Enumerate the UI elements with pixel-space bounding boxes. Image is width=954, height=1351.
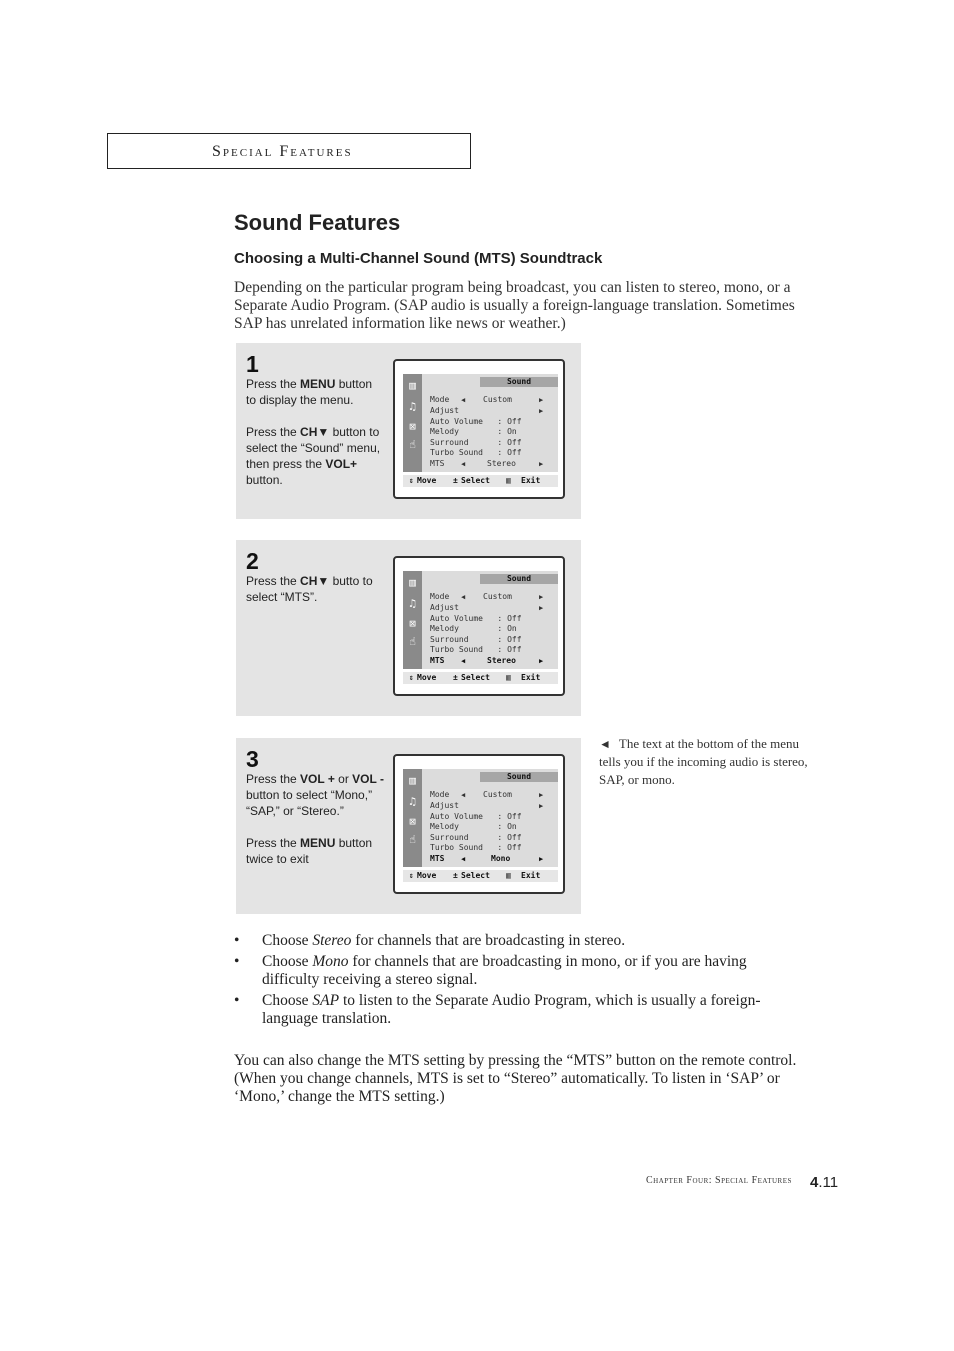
move-icon: ⇕ xyxy=(409,476,414,485)
sound-menu xyxy=(403,374,558,472)
page-number: 4.11 xyxy=(810,1174,839,1191)
sound-icon: ♫ xyxy=(409,795,416,808)
surround-row: Surround : Off xyxy=(430,833,522,842)
list-item: • Choose Stereo for channels that are broadcasting in stereo. xyxy=(234,932,626,949)
melody-row: Melody : On xyxy=(430,427,517,436)
menu-key-icon: ▥ xyxy=(506,871,511,880)
intro-paragraph: Depending on the particular program being broadcast, you can listen to stereo, mono, or a Separate Audio Program. (SAP audio is usually a foreign-language translation. Sometimes SAP has unrelated information like news or weather.) xyxy=(234,279,795,332)
left-arrow-icon: ◀ xyxy=(461,791,466,799)
picture-icon: ▥ xyxy=(409,379,416,392)
mts-value: Mono xyxy=(491,854,511,863)
mode-value: Custom xyxy=(483,790,512,799)
left-arrow-icon: ◀ xyxy=(461,657,466,665)
right-arrow-icon: ▶ xyxy=(539,802,544,810)
setup-icon: ☝ xyxy=(409,833,416,846)
bullet-icon: • xyxy=(234,992,240,1009)
tv-screen xyxy=(393,359,565,499)
right-arrow-icon: ▶ xyxy=(539,593,544,601)
footer-exit: Exit xyxy=(521,476,541,485)
auto-volume-row: Auto Volume : Off xyxy=(430,812,522,821)
footer-move: Move xyxy=(417,871,437,880)
sound-icon: ♫ xyxy=(409,597,416,610)
footer-move: Move xyxy=(417,476,437,485)
left-arrow-icon: ◀ xyxy=(461,593,466,601)
footer-select: Select xyxy=(461,673,490,682)
step-instructions: Press the CH▼ butto to select “MTS”. xyxy=(246,574,373,604)
footer-select: Select xyxy=(461,871,490,880)
ch-down-key: CH▼ xyxy=(300,425,330,439)
sound-icon: ♫ xyxy=(409,400,416,413)
menu-sidebar xyxy=(403,374,422,472)
menu-key-icon: ▥ xyxy=(506,673,511,682)
move-icon: ⇕ xyxy=(409,673,414,682)
options-list xyxy=(234,932,794,1031)
melody-row: Melody : On xyxy=(430,624,517,633)
menu-header: Sound xyxy=(480,772,558,782)
page-subtitle: Choosing a Multi-Channel Sound (MTS) Soundtrack xyxy=(234,250,603,267)
right-arrow-icon: ▶ xyxy=(539,407,544,415)
picture-icon: ▥ xyxy=(409,576,416,589)
side-note xyxy=(599,735,809,789)
tv-screen xyxy=(393,556,565,696)
menu-footer xyxy=(403,870,558,882)
mode-label: Mode xyxy=(430,395,450,404)
auto-volume-row: Auto Volume : Off xyxy=(430,417,522,426)
left-arrow-icon: ◀ xyxy=(461,396,466,404)
left-arrow-icon: ◀ xyxy=(461,855,466,863)
menu-key: MENU xyxy=(300,377,336,391)
tv-screen xyxy=(393,754,565,894)
bullet-icon: • xyxy=(234,953,240,970)
sound-menu xyxy=(403,769,558,867)
channel-icon: ⊠ xyxy=(409,617,416,630)
channel-icon: ⊠ xyxy=(409,420,416,433)
mts-label: MTS xyxy=(430,459,445,468)
setup-icon: ☝ xyxy=(409,438,416,451)
mts-label: MTS xyxy=(430,854,445,863)
turbo-sound-row: Turbo Sound : Off xyxy=(430,645,522,654)
left-arrow-icon: ◀ xyxy=(461,460,466,468)
right-arrow-icon: ▶ xyxy=(539,657,544,665)
footer-move: Move xyxy=(417,673,437,682)
section-header: Special Features xyxy=(212,143,353,160)
mts-value: Stereo xyxy=(487,656,516,665)
vol-minus-key: VOL - xyxy=(352,772,384,786)
page-title: Sound Features xyxy=(234,210,401,235)
list-item: • Choose SAP to listen to the Separate Audio Program, which is usually a foreign-language translation. xyxy=(234,992,761,1027)
select-icon: ± xyxy=(453,476,458,485)
mts-label: MTS xyxy=(430,656,445,665)
bullet-icon: • xyxy=(234,932,240,949)
ch-down-key: CH▼ xyxy=(300,574,330,588)
step-2-panel xyxy=(236,540,581,716)
menu-header: Sound xyxy=(480,377,558,387)
side-note-text: The text at the bottom of the menu tells you if the incoming audio is stereo, SAP, or mono. xyxy=(599,736,808,787)
surround-row: Surround : Off xyxy=(430,438,522,447)
vol-plus-key: VOL+ xyxy=(325,457,358,471)
channel-icon: ⊠ xyxy=(409,815,416,828)
right-arrow-icon: ▶ xyxy=(539,855,544,863)
mode-label: Mode xyxy=(430,790,450,799)
step-number: 1 xyxy=(246,351,259,377)
surround-row: Surround : Off xyxy=(430,635,522,644)
menu-header: Sound xyxy=(480,574,558,584)
adjust-label: Adjust xyxy=(430,406,459,415)
melody-row: Melody : On xyxy=(430,822,517,831)
select-icon: ± xyxy=(453,673,458,682)
step-number: 2 xyxy=(246,548,259,574)
step-instructions: Press the MENU button to display the menu. Press the CH▼ button to select the “Sound” menu, then press the VOL+ button. xyxy=(246,377,381,487)
section-header-box xyxy=(107,133,471,169)
menu-sidebar xyxy=(403,571,422,669)
step-1-panel xyxy=(236,343,581,519)
mode-label: Mode xyxy=(430,592,450,601)
setup-icon: ☝ xyxy=(409,635,416,648)
adjust-label: Adjust xyxy=(430,603,459,612)
mode-value: Custom xyxy=(483,592,512,601)
step-3-panel xyxy=(236,738,581,914)
mode-value: Custom xyxy=(483,395,512,404)
move-icon: ⇕ xyxy=(409,871,414,880)
footer-exit: Exit xyxy=(521,871,541,880)
adjust-label: Adjust xyxy=(430,801,459,810)
closing-paragraph: You can also change the MTS setting by pressing the “MTS” button on the remote control. (When you change channels, MTS is set to “Stereo” automatically. To listen in ‘SAP’ or ‘Mono,’ change the MTS setting.) xyxy=(234,1052,797,1105)
menu-sidebar xyxy=(403,769,422,867)
right-arrow-icon: ▶ xyxy=(539,460,544,468)
footer-exit: Exit xyxy=(521,673,541,682)
turbo-sound-row: Turbo Sound : Off xyxy=(430,843,522,852)
sound-menu xyxy=(403,571,558,669)
list-item: • Choose Mono for channels that are broadcasting in mono, or if you are having difficulty receiving a stereo signal. xyxy=(234,953,747,988)
right-arrow-icon: ▶ xyxy=(539,791,544,799)
turbo-sound-row: Turbo Sound : Off xyxy=(430,448,522,457)
footer-chapter: Chapter Four: Special Features xyxy=(646,1175,792,1186)
footer-select: Select xyxy=(461,476,490,485)
picture-icon: ▥ xyxy=(409,774,416,787)
menu-key: MENU xyxy=(300,836,336,850)
mts-value: Stereo xyxy=(487,459,516,468)
step-number: 3 xyxy=(246,746,259,772)
auto-volume-row: Auto Volume : Off xyxy=(430,614,522,623)
select-icon: ± xyxy=(453,871,458,880)
menu-key-icon: ▥ xyxy=(506,476,511,485)
step-instructions: Press the VOL + or VOL - button to select “Mono,” “SAP,” or “Stereo.” Press the MENU button twice to exit xyxy=(246,772,384,866)
vol-plus-key: VOL + xyxy=(300,772,335,786)
right-arrow-icon: ▶ xyxy=(539,604,544,612)
right-arrow-icon: ▶ xyxy=(539,396,544,404)
pointer-arrow-icon: ◄ xyxy=(599,737,611,751)
menu-footer xyxy=(403,672,558,684)
menu-footer xyxy=(403,475,558,487)
